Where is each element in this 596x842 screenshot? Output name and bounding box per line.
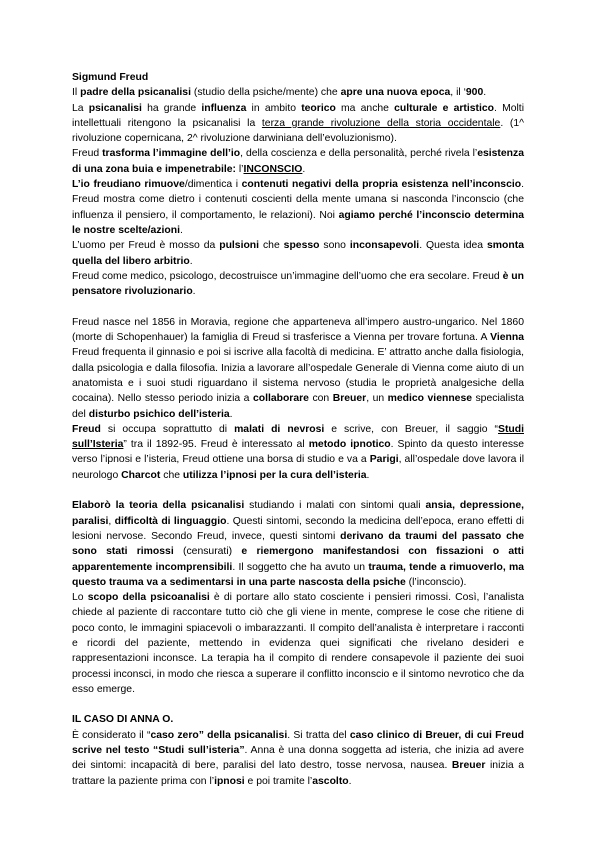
text-run: ma anche (335, 102, 395, 114)
section-heading: IL CASO DI ANNA O. (72, 714, 174, 726)
bold-text: difficoltà di linguaggio (114, 515, 227, 527)
paragraph (72, 238, 524, 269)
bold-text: INCONSCIO (243, 163, 303, 175)
bold-text: smonta quella del libero arbitrio (72, 240, 524, 267)
text-run: Freud frequenta il ginnasio e poi si iscrive alla facoltà di medicina. E’ attratto anche dalla fisiologia, dalla psicologia e dalla filosofia. Inizia a lavorare all’ospedale Generale di Vienna come aiuto di un anatomista e i suoi studi riguardano il sistema nervoso (studia le proprietà analgesiche della cocaina). Nello stesso periodo inizia a (72, 347, 524, 405)
text-run: , (108, 515, 115, 527)
text-run: Freud come medico, psicologo, decostruisce un’immagine dell’uomo che era secolare. Freud (72, 270, 503, 282)
bold-text: Elaborò la teoria della psicanalisi (72, 500, 245, 512)
bold-text: 900 (465, 87, 484, 99)
paragraph (72, 269, 524, 300)
text-run: . (348, 775, 352, 787)
paragraph (72, 728, 524, 789)
text-run: Il (72, 87, 81, 99)
text-run: l’ (235, 163, 244, 175)
text-run: Freud (72, 148, 103, 160)
text-run: (censurati) (173, 546, 242, 558)
text-run: L’uomo per Freud è mosso da (72, 240, 220, 252)
text-run: inizia a trattare la paziente prima con l’ (72, 760, 524, 787)
text-run: studiando i malati con sintomi quali (244, 500, 426, 512)
text-run: La (72, 102, 89, 114)
bold-text: agiamo perché l’inconscio determina le nostre scelte/azioni (72, 209, 524, 236)
document-title: Sigmund Freud (72, 72, 149, 83)
bold-text: ipnosi (214, 775, 245, 787)
paragraph (72, 177, 524, 238)
bold-text: malati di nevrosi (234, 423, 325, 435)
bold-text: Vienna (490, 332, 524, 344)
bold-text: Breuer (332, 393, 367, 405)
paragraph (72, 422, 524, 483)
text-run: È considerato il “ (72, 729, 151, 741)
bold-text: influenza (201, 102, 247, 114)
bold-text: contenuti negativi della propria esistenza nell’inconscio (241, 179, 522, 191)
bold-text: esistenza di una zona buia e impenetrabile: (72, 148, 524, 175)
text-run: che (160, 469, 183, 481)
text-run: che (259, 240, 284, 252)
paragraph (72, 315, 524, 422)
bold-text: apre una nuova epoca (340, 87, 451, 99)
text-run: . Questi sintomi, secondo la medicina dell’epoca, erano effetti di lesioni nervose. Secondo Freud, invece, questi sintomi (72, 515, 524, 542)
bold-text: trasforma l’immagine dell’io (102, 148, 241, 160)
bold-text: teorico (301, 102, 336, 114)
paragraph (72, 101, 524, 147)
text-run: . (192, 286, 196, 298)
spacer (72, 299, 524, 314)
bold-text: inconsapevoli (349, 240, 420, 252)
text-run: e scrive, con Breuer, il saggio “ (324, 423, 499, 435)
bold-text: spesso (283, 240, 320, 252)
text-run: si occupa soprattutto di (100, 423, 235, 435)
bold-text: e riemergono manifestandosi con fissazioni o atti apparentemente incomprensibili (72, 546, 524, 573)
text-run: . (483, 87, 487, 99)
bold-text: disturbo psichico dell’isteria (88, 408, 230, 420)
text-run: . Si tratta del (287, 729, 350, 741)
text-run: è di portare allo stato cosciente i pensieri rimossi. Così, l’analista chiede al paziente di raccontare tutto ciò che gli viene in mente, comprese le cose che ritiene di poco conto, le immagini spiacevoli o imbarazzanti. Il compito dell’analista è interpretare i racconti e ricordi del paziente, mettendo in evidenza quei significati che rivelano desideri e rappresentazioni inconsce. La terapia ha il compito di rendere consapevole il paziente dei suoi processi inconsci, in modo che riesca a superare il conflitto inconscio e il sintomo nevrotico che da esso emerge. (72, 592, 524, 695)
text-run: . Spinto da questo interesse verso l’ipnosi e l’isteria, Freud ottiene una borsa di studio e va a (72, 439, 525, 466)
bold-text: pulsioni (219, 240, 260, 252)
bold-text: collaborare (252, 393, 309, 405)
text-run: . (189, 255, 193, 267)
bold-text: Breuer (451, 760, 486, 772)
text-run: specialista del (72, 393, 525, 420)
paragraph (72, 146, 524, 177)
text-run: sono (319, 240, 350, 252)
bold-text: Studi sull’Isteria (72, 423, 524, 451)
text-run: . Il soggetto che ha avuto un (232, 561, 369, 573)
paragraph (72, 85, 524, 100)
text-run: . Anna è una donna soggetta ad isteria, che inizia ad avere dei sintomi: incapacità di bere, paralisi del lato destro, tosse nervosa, nausea. (72, 745, 524, 772)
text-run: ha grande (141, 102, 202, 114)
bold-text: scopo della psicoanalisi (87, 592, 210, 604)
spacer (72, 697, 524, 712)
text-run: Freud nasce nel 1856 in Moravia, regione che apparteneva all’impero austro-ungarico. Nel 1860 (morte di Schopenhauer) la famiglia di Freud si trasferisce a Vienna per trovare fortuna. A (72, 316, 524, 344)
bold-text: della psicanalisi (207, 729, 288, 741)
bold-text: psicanalisi (88, 102, 142, 114)
text-run: ” tra il 1892-95. Freud è interessato al (123, 439, 309, 451)
text-run: . (180, 224, 183, 236)
text-run: e poi tramite l’ (244, 775, 313, 787)
text-run: . (1^ rivoluzione copernicana, 2^ rivoluzione darwiniana dell’evoluzionismo). (72, 117, 525, 145)
text-run: . Freud mostra come dietro i contenuti coscienti della mente umana si nasconda l’inconscio (che influenza il pensiero, il comportamento, le relazioni). Noi (72, 179, 524, 221)
bold-text: culturale e artistico (394, 102, 494, 114)
spacer (72, 483, 524, 498)
bold-text: è un pensatore rivoluzionario (72, 270, 524, 298)
text-run: Lo (72, 592, 88, 604)
underlined-text: terza grande rivoluzione della storia occidentale (261, 117, 501, 129)
bold-text: padre della psicanalisi (80, 87, 191, 99)
paragraph (72, 498, 524, 590)
bold-text: metodo ipnotico (308, 439, 391, 451)
text-run: . Molti intellettuali ritengono la psicanalisi la (72, 102, 525, 129)
text-run: . Questa idea (419, 240, 488, 252)
bold-text: utilizza l’ipnosi per la cura dell’isteria (182, 469, 367, 481)
bold-text: ascolto (312, 775, 349, 787)
bold-text: Charcot (121, 469, 161, 481)
bold-text: caso zero” (150, 729, 204, 741)
text-run: . (366, 469, 370, 481)
text-run: /dimentica i (184, 179, 242, 191)
bold-text: caso clinico di Breuer, di cui Freud scrive nel testo “Studi sull’isteria” (72, 729, 525, 757)
text-run: . (302, 163, 306, 175)
bold-text: medico viennese (387, 393, 472, 405)
bold-text: Parigi (369, 454, 399, 466)
text-run: (l’inconscio). (405, 576, 467, 588)
bold-text: Freud (72, 423, 101, 435)
paragraph (72, 590, 524, 697)
bold-text: derivano da traumi del passato che sono stati rimossi (72, 530, 525, 558)
bold-text: L’io freudiano rimuove (72, 179, 185, 191)
text-run: , un (366, 393, 388, 405)
text-run: in ambito (246, 102, 302, 114)
text-run: , all’ospedale dove lavora il neurologo (72, 454, 525, 481)
text-run: , della coscienza e della personalità, perché rivela l’ (240, 148, 478, 160)
text-run: . (229, 408, 233, 420)
bold-text: trauma, tende a rimuoverlo, ma questo trauma va a sedimentarsi in una parte nascosta della psiche (72, 561, 524, 588)
bold-text: ansia, depressione, paralisi (72, 500, 524, 527)
text-run: , il ‘ (450, 87, 466, 99)
text-run: (studio della psiche/mente) che (190, 87, 341, 99)
text-run: con (308, 393, 333, 405)
